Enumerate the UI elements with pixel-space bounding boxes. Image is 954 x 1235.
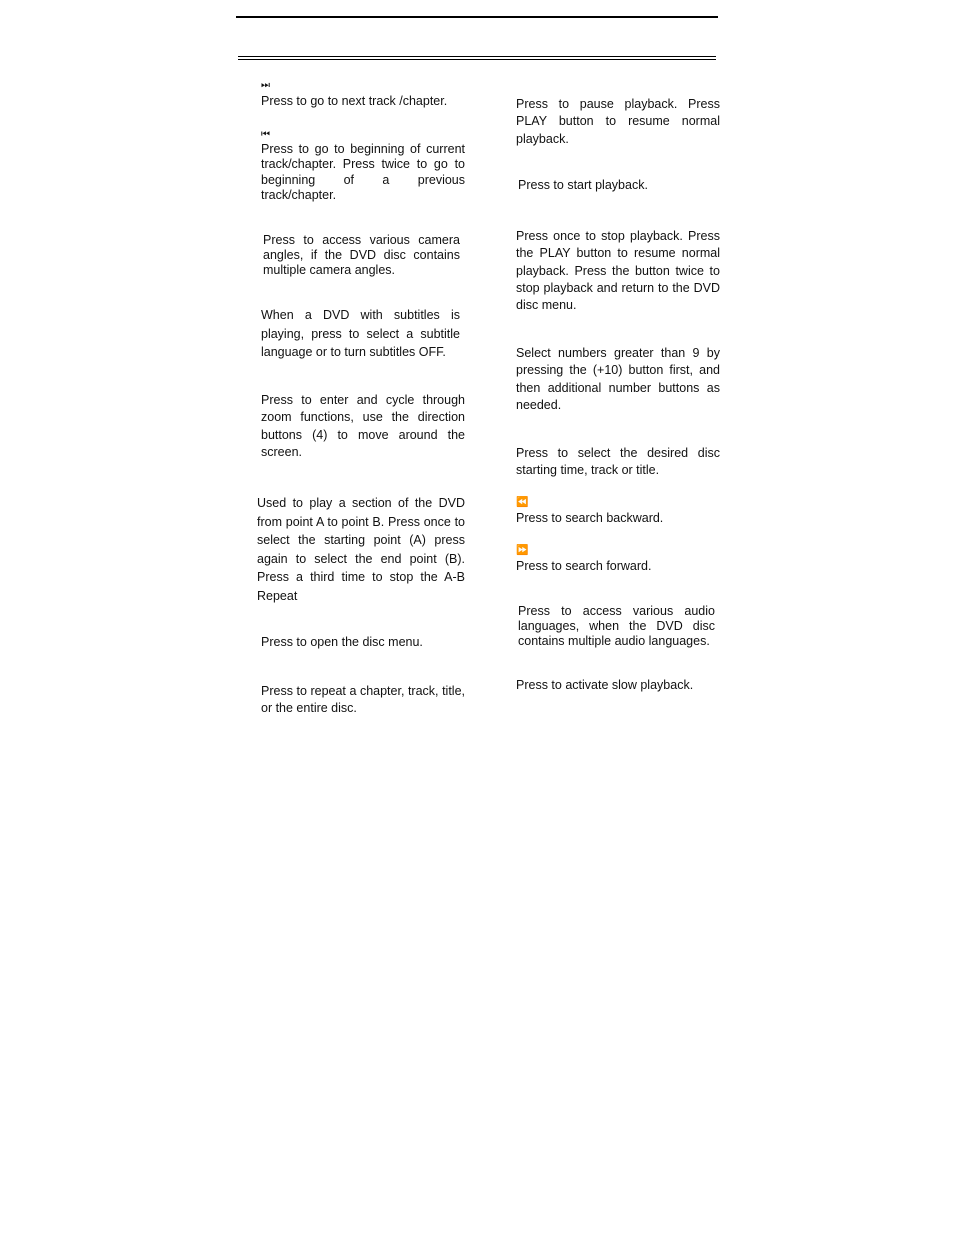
header-rule [236, 16, 718, 18]
menu-description: Press to open the disc menu. [261, 635, 423, 649]
audio-description: Press to access various audio languages, when the DVD disc contains multiple audio languages. [518, 604, 715, 648]
repeat-description: Press to repeat a chapter, track, title, or the entire disc. [261, 684, 465, 716]
subtitle-description: When a DVD with subtitles is playing, press to select a subtitle language or to turn subtitles OFF. [261, 308, 460, 359]
zoom-description: Press to enter and cycle through zoom functions, use the direction buttons (4) to move around the screen. [261, 393, 465, 459]
pause-description: Press to pause playback. Press PLAY button to resume normal playback. [516, 97, 720, 146]
stop-description: Press once to stop playback. Press the PLAY button to resume normal playback. Press the button twice to stop playback and return to the DVD disc menu. [516, 229, 720, 313]
plus-ten-description: Select numbers greater than 9 by pressing the (+10) button first, and then additional number buttons as needed. [516, 346, 720, 412]
fast-forward-text: Press to search forward. [516, 559, 652, 573]
play-description: Press to start playback. [518, 178, 648, 192]
rewind-icon: ⏪ [516, 497, 529, 508]
search-description: Press to select the desired disc starting time, track or title. [516, 446, 720, 478]
next-track-description [261, 79, 466, 109]
next-track-icon: ⏭ [261, 80, 270, 91]
previous-track-text: Press to go to beginning of current track/chapter. Press twice to go to beginning of a previous track/chapter. [261, 142, 465, 202]
ab-repeat-description: Used to play a section of the DVD from point A to point B. Press once to select the starting point (A) press again to select the end point (B). Press a third time to stop the A-B Repeat [257, 496, 465, 603]
header-double-rule-lower [238, 59, 716, 60]
next-track-text: Press to go to next track /chapter. [261, 94, 448, 108]
previous-track-description [261, 128, 465, 203]
rewind-description [516, 496, 720, 526]
previous-track-icon: ⏮ [261, 129, 270, 140]
angle-description: Press to access various camera angles, if the DVD disc contains multiple camera angles. [263, 233, 460, 277]
slow-description: Press to activate slow playback. [516, 678, 694, 692]
fast-forward-icon: ⏩ [516, 545, 529, 556]
fast-forward-description [516, 544, 720, 574]
rewind-text: Press to search backward. [516, 511, 664, 525]
header-double-rule-upper [238, 56, 716, 57]
